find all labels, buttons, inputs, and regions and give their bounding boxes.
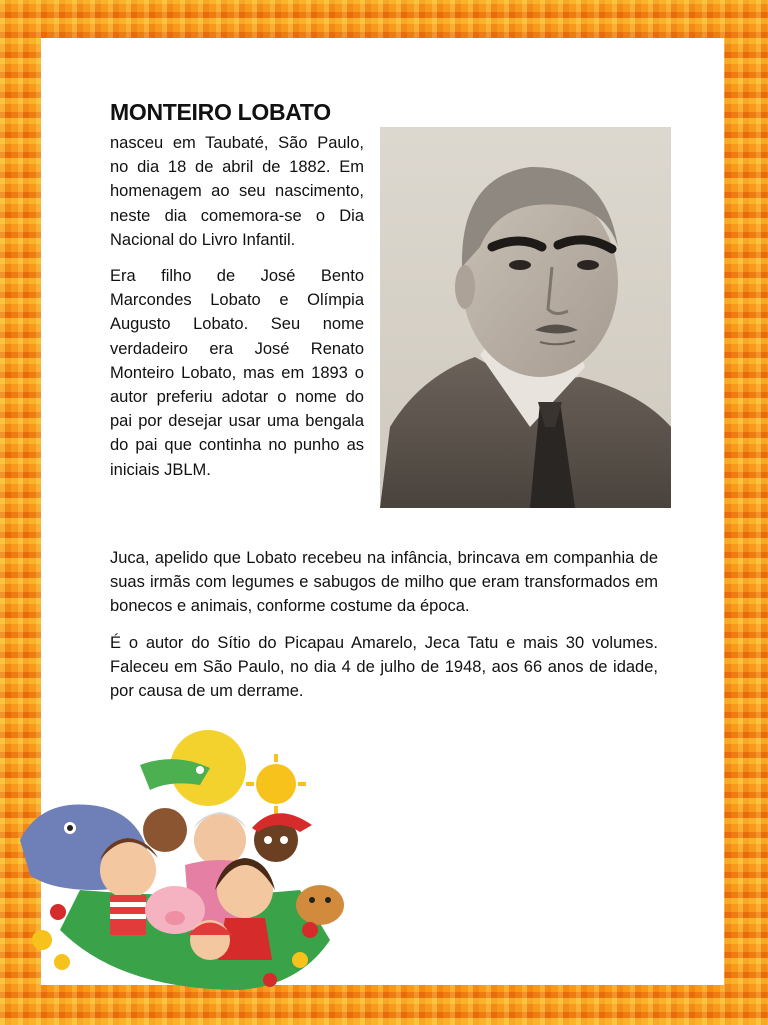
sitio-characters-illustration <box>0 690 360 1020</box>
paragraph-birth: nasceu em Taubaté, São Paulo, no dia 18 de abril de 1882. Em homenagem ao seu nascimento, neste dia comemora-se o Dia Nacional do Livro Infantil. <box>110 134 364 249</box>
intro-column <box>110 131 364 494</box>
paragraph-works: É o autor do Sítio do Picapau Amarelo, Jeca Tatu e mais 30 volumes. Faleceu em São Paulo, no dia 4 de julho de 1948, aos 66 anos de idade, por causa de um derrame. <box>110 633 658 701</box>
page-title: MONTEIRO LOBATO <box>110 99 331 125</box>
author-portrait <box>380 127 671 508</box>
paragraph-childhood: Juca, apelido que Lobato recebeu na infância, brincava em companhia de suas irmãs com legumes e sabugos de milho que eram transformados em bonecos e animais, conforme costume da época. <box>110 549 658 616</box>
paragraph-family: Era filho de José Bento Marcondes Lobato e Olímpia Augusto Lobato. Seu nome verdadeiro era José Renato Monteiro Lobato, mas em 1893 o autor preferiu adotar o nome do pai por desejar usar uma bengala do pai que continha no punho as iniciais JBLM. <box>110 267 364 479</box>
